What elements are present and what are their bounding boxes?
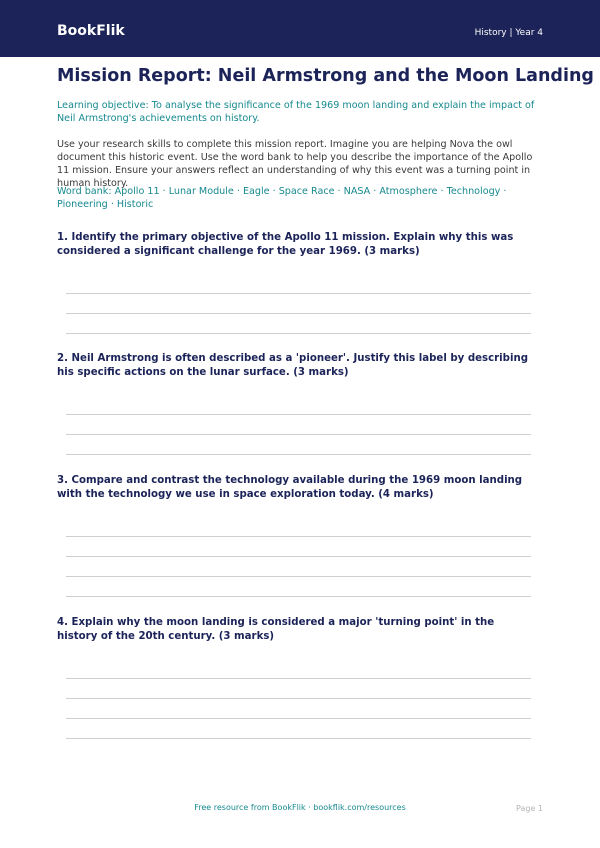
footer-credit: Free resource from BookFlik · bookflik.com/resources xyxy=(194,803,406,812)
answer-line[interactable] xyxy=(66,313,531,314)
learning-objective: Learning objective: To analyse the significance of the 1969 moon landing and explain the impact of Neil Armstrong's achievements on history. xyxy=(57,100,535,124)
worksheet-title: Mission Report: Neil Armstrong and the Moon Landing xyxy=(57,66,594,86)
instructions-text: Use your research skills to complete this mission report. Imagine you are helping Nova the owl document this historic event. Use the word bank to help you describe the importance of the Apollo 11 mission. Ensure your answers reflect an understanding of why this event was a turning point in human history. xyxy=(57,139,533,189)
page-header xyxy=(0,0,600,57)
answer-line[interactable] xyxy=(66,738,531,739)
question-1: 1. Identify the primary objective of the Apollo 11 mission. Explain why this was considered a significant challenge for the year 1969. (3 marks) xyxy=(57,232,514,257)
question-3: 3. Compare and contrast the technology available during the 1969 moon landing with the technology we use in space exploration today. (4 marks) xyxy=(57,475,523,500)
answer-line[interactable] xyxy=(66,576,531,577)
answer-line[interactable] xyxy=(66,293,531,294)
answer-line[interactable] xyxy=(66,536,531,537)
answer-line[interactable] xyxy=(66,678,531,679)
answer-line[interactable] xyxy=(66,698,531,699)
page-number: Page 1 xyxy=(516,804,543,813)
answer-line[interactable] xyxy=(66,414,531,415)
word-bank: Word bank: Apollo 11 · Lunar Module · Eagle · Space Race · NASA · Atmosphere · Technology · Pioneering · Historic xyxy=(57,186,507,210)
answer-line[interactable] xyxy=(66,718,531,719)
answer-line[interactable] xyxy=(66,454,531,455)
answer-line[interactable] xyxy=(66,596,531,597)
question-4: 4. Explain why the moon landing is considered a major 'turning point' in the history of the 20th century. (3 marks) xyxy=(57,617,495,642)
subject-year-label: History | Year 4 xyxy=(474,28,543,38)
answer-line[interactable] xyxy=(66,434,531,435)
answer-line[interactable] xyxy=(66,333,531,334)
question-2: 2. Neil Armstrong is often described as a 'pioneer'. Justify this label by describing his specific actions on the lunar surface. (3 marks) xyxy=(57,353,529,378)
brand-logo-text: BookFlik xyxy=(57,23,125,39)
answer-line[interactable] xyxy=(66,556,531,557)
